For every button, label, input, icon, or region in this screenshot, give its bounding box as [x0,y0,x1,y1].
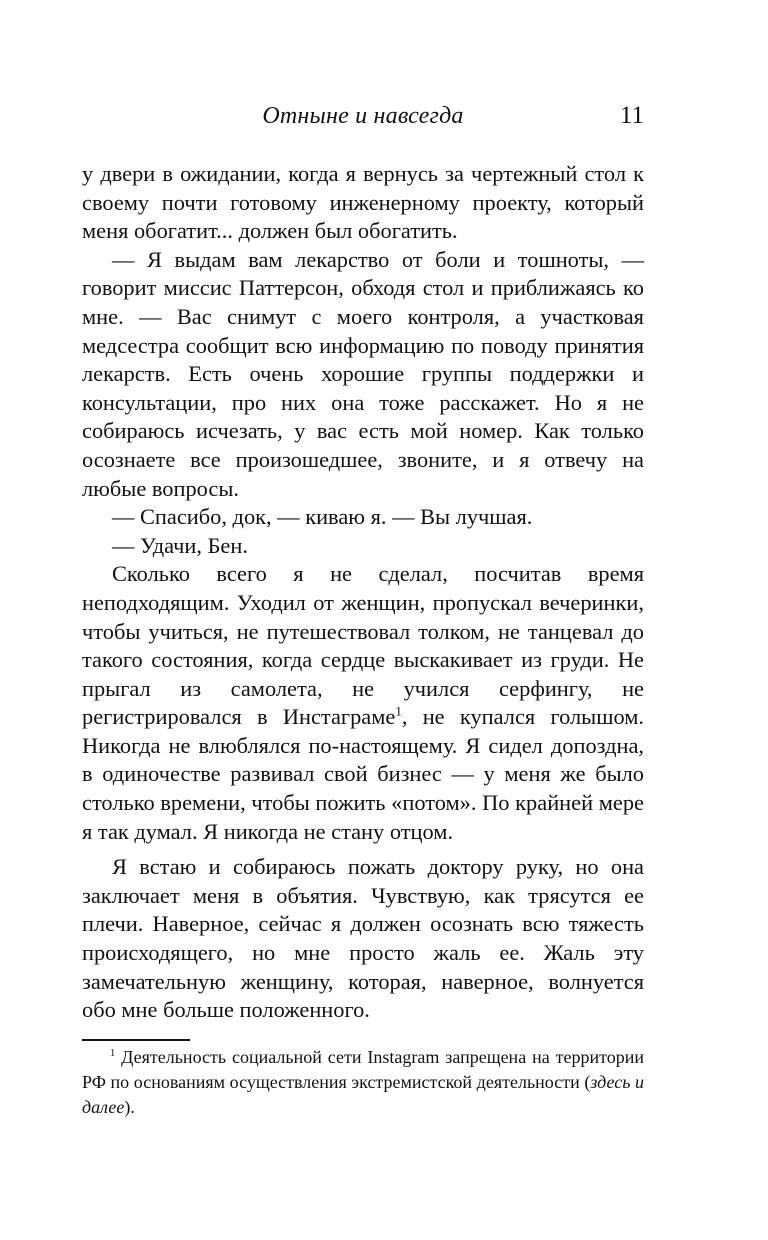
paragraph-5-text-b: , не купался голышом. Никогда не влюблялся по-настоящему. Я сидел допоздна, в одиночестве развивал свой бизнес — у меня же было столько времени, чтобы пожить «потом». По крайней мере я так думал. Я никогда не стану отцом. [82,704,644,844]
paragraph-2: — Я выдам вам лекарство от боли и тошноты, — говорит миссис Паттерсон, обходя стол и приближаясь ко мне. — Вас снимут с моего контроля, а участковая медсестра сообщит всю информацию по поводу принятия лекарств. Есть очень хорошие группы поддержки и консультации, про них она тоже расскажет. Но я не собираюсь исчезать, у вас есть мой номер. Как только осознаете все произошедшее, звоните, и я отвечу на любые вопросы. [82,246,644,501]
paragraph-1: у двери в ожидании, когда я вернусь за чертежный стол к своему почти готовому инженерному проекту, который меня обогатит... должен был обогатить. [82,161,644,244]
paragraph-3: — Спасибо, док, — киваю я. — Вы лучшая. [112,504,533,530]
running-header [82,99,644,133]
footnote-divider [82,1039,190,1041]
footnote-italic: здесь и далее [82,1072,645,1117]
paragraph-5 [82,560,644,846]
running-title: Отныне и навсегда [262,103,464,129]
footnote [82,1045,644,1120]
footnote-end: ). [124,1097,135,1117]
paragraph-5-text-a: Сколько всего я не сделал, посчитав время неподходящим. Уходил от женщин, пропускал вечеринки, чтобы учиться, не путешествовал толком, не танцевал до такого состояния, когда сердце выскакивает из груди. Не прыгал из самолета, не учился серфингу, не регистрировался в Инстаграме [82,561,644,730]
paragraph-4: — Удачи, Бен. [112,532,248,558]
footnote-mark: 1 [110,1048,116,1059]
footnote-text: Деятельность социальной сети Instagram запрещена на территории РФ по основаниям осуществления экстремистской деятельности ( [82,1047,644,1092]
footnote-reference: 1 [395,703,402,719]
page-number: 11 [619,102,644,129]
body-text [82,160,644,1025]
paragraph-6: Я встаю и собираюсь пожать доктору руку, но она заключает меня в объятия. Чувствую, как трясутся ее плечи. Наверное, сейчас я должен осознать всю тяжесть происходящего, но мне просто жаль ее. Жаль эту замечательную женщину, которая, наверное, волнуется обо мне больше положенного. [82,854,644,1023]
